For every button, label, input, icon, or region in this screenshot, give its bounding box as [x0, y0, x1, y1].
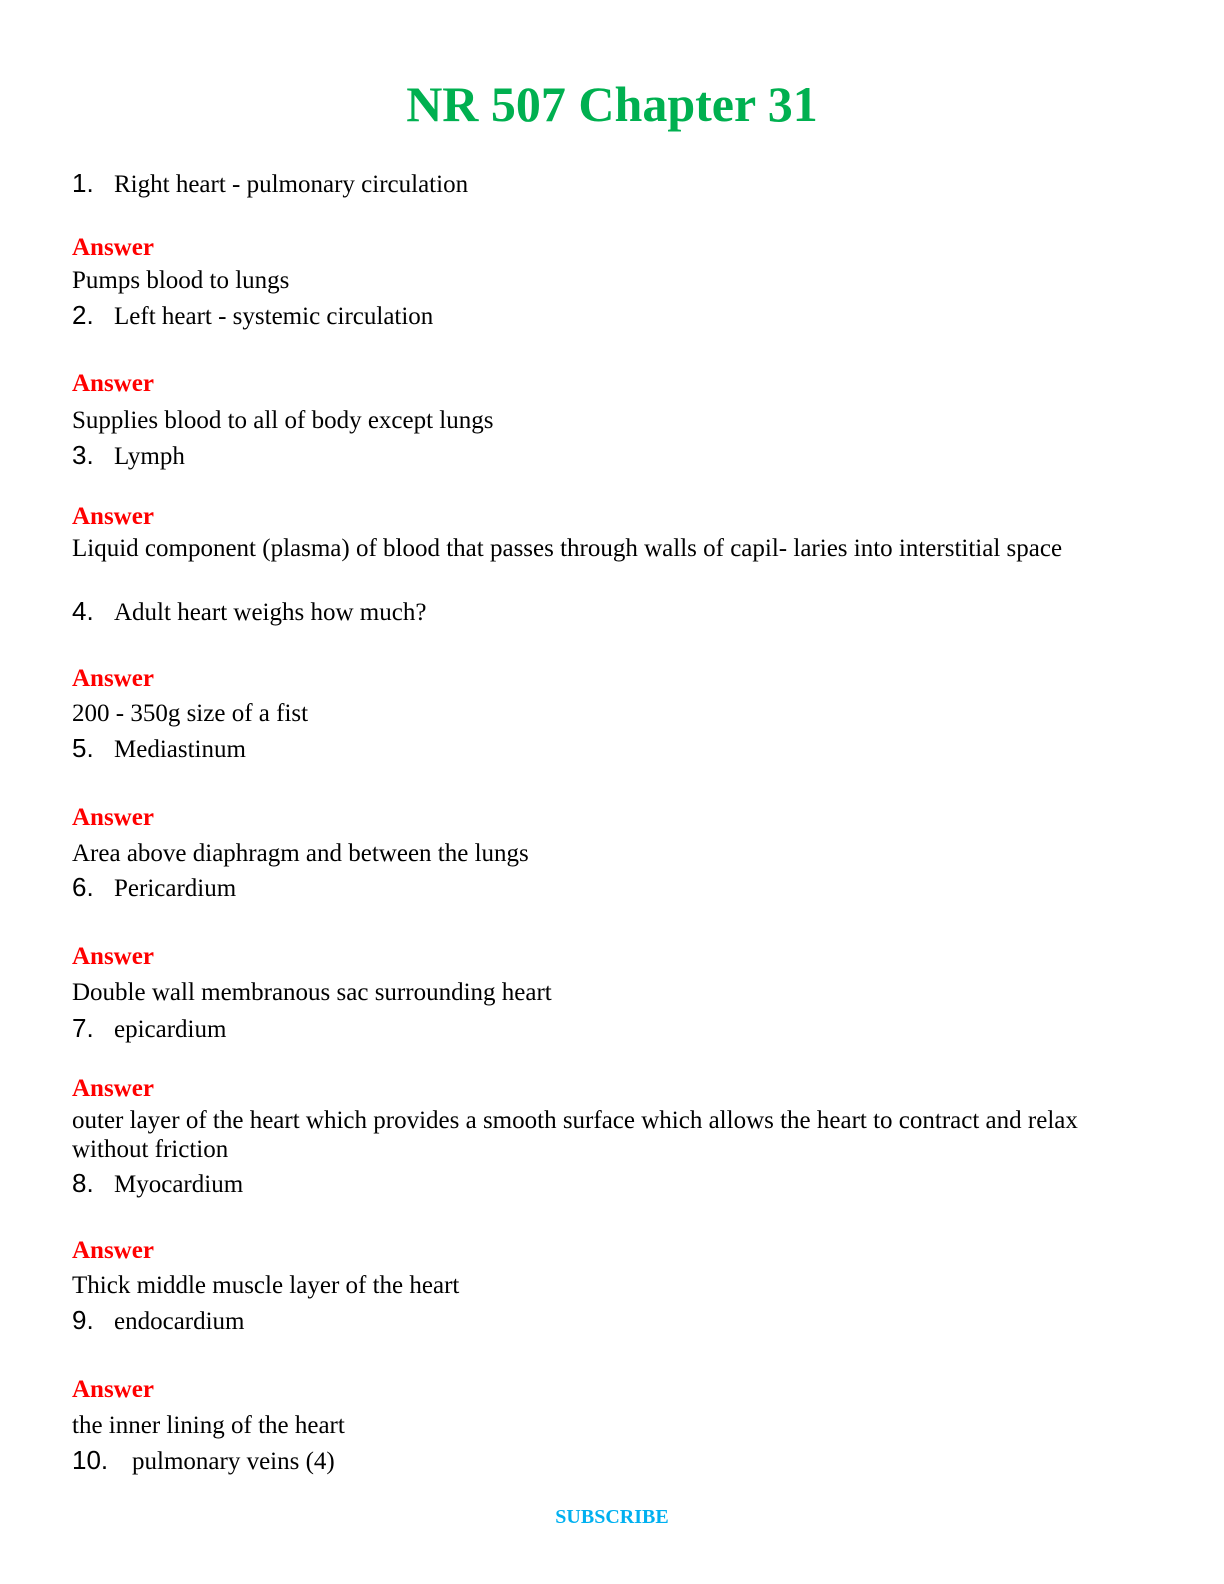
answer-text: Liquid component (plasma) of blood that passes through walls of capil- laries into interstitial space — [72, 535, 1063, 562]
question-item — [72, 168, 468, 200]
answer-text: the inner lining of the heart — [72, 1412, 345, 1439]
question-text: Adult heart weighs how much? — [114, 599, 427, 626]
question-text: Lymph — [114, 443, 185, 470]
answer-text: outer layer of the heart which provides a smooth surface which allows the heart to contract and relax without friction — [72, 1107, 1078, 1163]
answer-text: Area above diaphragm and between the lungs — [72, 840, 529, 867]
question-item — [72, 872, 236, 904]
answer-label: Answer — [72, 1376, 154, 1403]
answer-label: Answer — [72, 1075, 154, 1102]
question-text: Pericardium — [114, 875, 237, 902]
question-number: 8. — [72, 1168, 94, 1198]
question-number: 1. — [72, 168, 94, 198]
question-item — [72, 1445, 335, 1477]
question-number: 7. — [72, 1013, 94, 1043]
subscribe-link[interactable]: SUBSCRIBE — [555, 1506, 669, 1528]
page-title: NR 507 Chapter 31 — [406, 76, 818, 132]
question-number: 6. — [72, 872, 94, 902]
answer-label: Answer — [72, 943, 154, 970]
question-number: 3. — [72, 440, 94, 470]
question-text: epicardium — [114, 1016, 227, 1043]
answer-label: Answer — [72, 234, 154, 261]
question-number: 5. — [72, 733, 94, 763]
question-text: endocardium — [114, 1308, 245, 1335]
question-item — [72, 733, 246, 765]
answer-label: Answer — [72, 503, 154, 530]
question-number: 2. — [72, 300, 94, 330]
answer-text: 200 - 350g size of a fist — [72, 700, 309, 727]
question-text: Mediastinum — [114, 736, 246, 763]
answer-text: Supplies blood to all of body except lungs — [72, 407, 494, 434]
answer-label: Answer — [72, 1237, 154, 1264]
question-item — [72, 596, 426, 628]
question-number: 9. — [72, 1305, 94, 1335]
question-text: Myocardium — [114, 1171, 244, 1198]
question-item — [72, 440, 185, 472]
answer-label: Answer — [72, 370, 154, 397]
question-number: 10. — [72, 1445, 109, 1475]
answer-text: Pumps blood to lungs — [72, 267, 290, 294]
question-text: pulmonary veins (4) — [132, 1448, 335, 1475]
question-number: 4. — [72, 596, 94, 626]
answer-text: Double wall membranous sac surrounding heart — [72, 979, 552, 1006]
answer-text: Thick middle muscle layer of the heart — [72, 1272, 460, 1299]
question-text: Right heart - pulmonary circulation — [114, 171, 469, 198]
question-item — [72, 1305, 245, 1337]
question-item — [72, 1168, 243, 1200]
question-item — [72, 1013, 226, 1045]
question-text: Left heart - systemic circulation — [114, 303, 434, 330]
question-item — [72, 300, 433, 332]
answer-label: Answer — [72, 665, 154, 692]
answer-label: Answer — [72, 804, 154, 831]
